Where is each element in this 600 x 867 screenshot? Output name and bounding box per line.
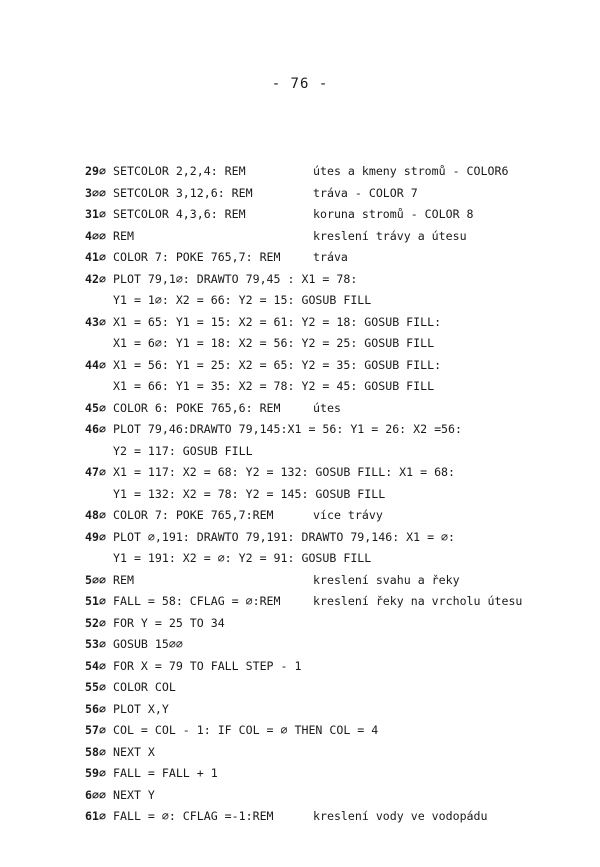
- line-code: COL = COL - 1: IF COL = ∅ THEN COL = 4: [113, 723, 379, 737]
- code-line: [85, 742, 555, 764]
- code-line-continuation: [85, 484, 555, 506]
- line-code: COLOR 7: POKE 765,7: REM: [113, 250, 281, 264]
- line-code: Y1 = 191: X2 = ∅: Y2 = 91: GOSUB FILL: [113, 551, 372, 565]
- line-comment: koruna stromů - COLOR 8: [313, 207, 474, 221]
- line-code: X1 = 65: Y1 = 15: X2 = 61: Y2 = 18: GOSUB FILL:: [113, 314, 442, 329]
- code-line-continuation: [85, 333, 555, 355]
- line-number: 53∅: [85, 637, 106, 651]
- code-line: [85, 398, 555, 420]
- line-code: Y1 = 132: X2 = 78: Y2 = 145: GOSUB FILL: [113, 486, 386, 501]
- line-code: X1 = 117: X2 = 68: Y2 = 132: GOSUB FILL: X1 = 68:: [113, 465, 456, 479]
- line-comment: kreslení trávy a útesu: [313, 228, 467, 243]
- line-number: 5∅∅: [85, 572, 106, 587]
- code-line: [85, 161, 555, 183]
- line-number: 48∅: [85, 508, 106, 522]
- line-comment: útes a kmeny stromů - COLOR6: [313, 164, 509, 178]
- code-line: [85, 355, 555, 377]
- line-code: REM: [113, 572, 134, 587]
- basic-listing: [85, 161, 555, 828]
- line-number: 42∅: [85, 271, 106, 286]
- code-line-continuation: [85, 441, 555, 463]
- line-number: 52∅: [85, 615, 106, 630]
- line-code: COLOR 6: POKE 765,6: REM: [113, 400, 281, 415]
- line-number: 4∅∅: [85, 228, 106, 243]
- line-number: 29∅: [85, 164, 106, 178]
- line-comment: kreslení řeky na vrcholu útesu: [313, 594, 523, 608]
- line-number: 46∅: [85, 422, 106, 436]
- line-code: Y2 = 117: GOSUB FILL: [113, 443, 253, 458]
- line-number: 59∅: [85, 766, 106, 780]
- line-number: 41∅: [85, 250, 106, 264]
- line-number: 45∅: [85, 400, 106, 415]
- line-code: PLOT 79,1∅: DRAWTO 79,45 : X1 = 78:: [113, 271, 358, 286]
- code-line-continuation: [85, 290, 555, 312]
- code-line: [85, 247, 555, 269]
- line-code: X1 = 6∅: Y1 = 18: X2 = 56: Y2 = 25: GOSUB FILL: [113, 336, 435, 350]
- line-number: 49∅: [85, 529, 106, 544]
- line-number: 3∅∅: [85, 185, 106, 200]
- code-line: [85, 204, 555, 226]
- line-code: SETCOLOR 3,12,6: REM: [113, 185, 253, 200]
- line-code: PLOT X,Y: [113, 701, 169, 716]
- code-line: [85, 699, 555, 721]
- line-code: COLOR COL: [113, 680, 176, 694]
- line-code: SETCOLOR 4,3,6: REM: [113, 207, 246, 221]
- code-line: [85, 269, 555, 291]
- line-code: GOSUB 15∅∅: [113, 637, 183, 651]
- line-code: REM: [113, 228, 134, 243]
- code-line: [85, 720, 555, 742]
- code-line: [85, 419, 555, 441]
- line-code: Y1 = 1∅: X2 = 66: Y2 = 15: GOSUB FILL: [113, 293, 372, 307]
- line-number: 47∅: [85, 465, 106, 479]
- line-code: FOR Y = 25 TO 34: [113, 615, 225, 630]
- line-comment: kreslení svahu a řeky: [313, 572, 460, 587]
- line-code: FALL = ∅: CFLAG =-1:REM: [113, 809, 274, 823]
- code-line: [85, 183, 555, 205]
- line-number: 61∅: [85, 809, 106, 823]
- line-number: 31∅: [85, 207, 106, 221]
- line-comment: tráva: [313, 250, 348, 264]
- code-line-continuation: [85, 376, 555, 398]
- code-line: [85, 785, 555, 807]
- line-code: FALL = FALL + 1: [113, 766, 218, 780]
- code-line: [85, 505, 555, 527]
- line-comment: více trávy: [313, 508, 383, 522]
- line-number: 57∅: [85, 723, 106, 737]
- code-line: [85, 570, 555, 592]
- line-comment: útes: [313, 400, 341, 415]
- line-code: NEXT X: [113, 744, 155, 759]
- line-number: 54∅: [85, 658, 106, 673]
- code-line: [85, 613, 555, 635]
- line-number: 58∅: [85, 744, 106, 759]
- line-comment: kreslení vody ve vodopádu: [313, 809, 488, 823]
- line-code: X1 = 56: Y1 = 25: X2 = 65: Y2 = 35: GOSUB FILL:: [113, 357, 442, 372]
- line-comment: tráva - COLOR 7: [313, 185, 418, 200]
- line-number: 44∅: [85, 357, 106, 372]
- line-number: 51∅: [85, 594, 106, 608]
- page-number: - 76 -: [271, 76, 329, 92]
- line-number: 56∅: [85, 701, 106, 716]
- line-code: SETCOLOR 2,2,4: REM: [113, 164, 246, 178]
- line-number: 55∅: [85, 680, 106, 694]
- code-line: [85, 634, 555, 656]
- code-line: [85, 677, 555, 699]
- line-code: NEXT Y: [113, 787, 155, 802]
- line-code: PLOT 79,46:DRAWTO 79,145:X1 = 56: Y1 = 26: X2 =56:: [113, 422, 463, 436]
- line-code: FOR X = 79 TO FALL STEP - 1: [113, 658, 302, 673]
- code-line: [85, 312, 555, 334]
- code-line: [85, 462, 555, 484]
- line-code: X1 = 66: Y1 = 35: X2 = 78: Y2 = 45: GOSUB FILL: [113, 379, 435, 393]
- line-code: FALL = 58: CFLAG = ∅:REM: [113, 594, 281, 608]
- code-line: [85, 226, 555, 248]
- code-line: [85, 527, 555, 549]
- line-code: PLOT ∅,191: DRAWTO 79,191: DRAWTO 79,146: X1 = ∅:: [113, 529, 456, 544]
- line-number: 43∅: [85, 314, 106, 329]
- code-line: [85, 763, 555, 785]
- code-line: [85, 806, 555, 828]
- code-line-continuation: [85, 548, 555, 570]
- line-number: 6∅∅: [85, 787, 106, 802]
- code-line: [85, 656, 555, 678]
- code-line: [85, 591, 555, 613]
- line-code: COLOR 7: POKE 765,7:REM: [113, 508, 274, 522]
